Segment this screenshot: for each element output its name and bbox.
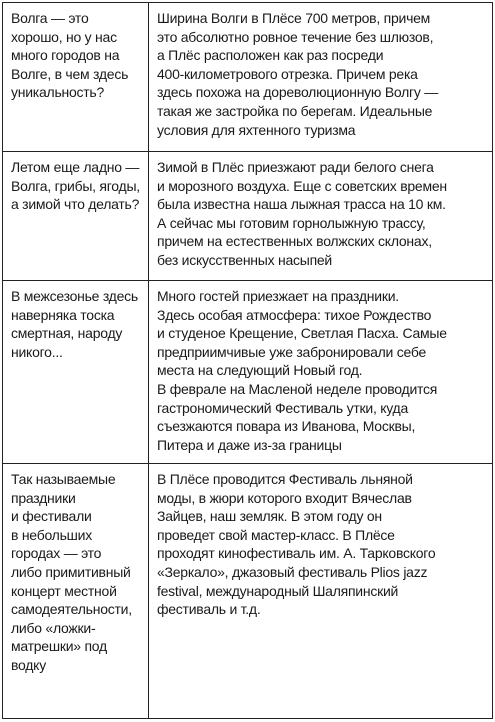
table-row [3,3,493,152]
answer-cell: Много гостей приезжает на праздники. Здесь особая атмосфера: тихое Рождество и студеное Крещение, Светлая Пасха. Самые предприимчивые уже забронировали себе места на следующий Новый год. В феврале на Масленой неделе проводится гастрономический Фестиваль утки, куда съезжаются повара из Иванова, Москвы, Питера и даже из-за границы [149,281,493,464]
question-cell: Летом еще ладно — Волга, грибы, ягоды, а зимой что делать? [3,152,149,281]
question-cell: В межсезонье здесь наверняка тоска смертная, народу никого... [3,281,149,464]
table-row [3,281,493,464]
question-cell: Так называемые праздники и фестивали в небольших городах — это либо примитивный концерт местной самодеятельности, либо «ложки- матрешки» под водку [3,464,149,719]
table-row [3,152,493,281]
question-cell: Волга — это хорошо, но у нас много городов на Волге, в чем здесь уникальность? [3,3,149,152]
table-row [3,464,493,719]
answer-cell: Ширина Волги в Плёсе 700 метров, причем это абсолютно ровное течение без шлюзов, а Плёс расположен как раз посреди 400-километрового отрезка. Причем река здесь похожа на дореволюционную Волгу — такая же застройка по берегам. Идеальные условия для яхтенного туризма [149,3,493,152]
qa-table [2,2,493,719]
answer-cell: Зимой в Плёс приезжают ради белого снега и морозного воздуха. Еще с советских времен была известна наша лыжная трасса на 10 км. А сейчас мы готовим горнолыжную трассу, причем на естественных волжских склонах, без искусственных насыпей [149,152,493,281]
answer-cell: В Плёсе проводится Фестиваль льняной моды, в жюри которого входит Вячеслав Зайцев, наш земляк. В этом году он проведет свой мастер-класс. В Плёсе проходят кинофестиваль им. А. Тарковского «Зеркало», джазовый фестиваль Plios jazz festival, международный Шаляпинский фестиваль и т.д. [149,464,493,719]
